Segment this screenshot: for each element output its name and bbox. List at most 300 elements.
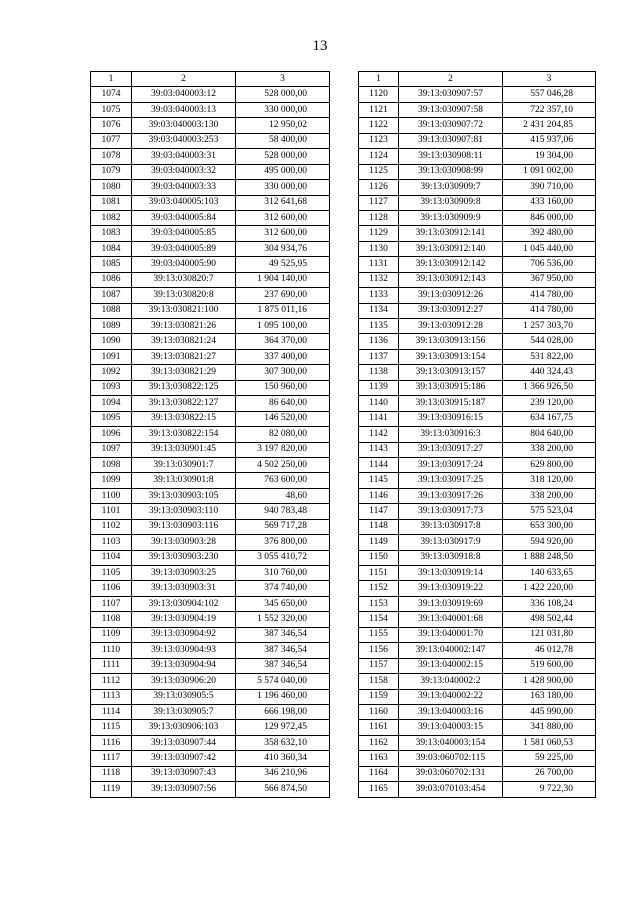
table-row — [91, 272, 330, 287]
row-number: 1152 — [359, 581, 399, 596]
table-row — [91, 118, 330, 133]
cadastral-number: 39:13:030917:8 — [399, 519, 503, 534]
row-number: 1146 — [359, 488, 399, 503]
cadastral-value: 307 300,00 — [236, 365, 330, 380]
row-number: 1093 — [91, 380, 132, 395]
row-number: 1113 — [91, 689, 132, 704]
cadastral-number: 39:13:030915:186 — [399, 380, 503, 395]
cadastral-number: 39:13:030917:9 — [399, 535, 503, 550]
cadastral-number: 39:13:030820:7 — [132, 272, 236, 287]
row-number: 1097 — [91, 442, 132, 457]
cadastral-number: 39:13:030822:154 — [132, 427, 236, 442]
cadastral-value: 341 880,00 — [503, 720, 596, 735]
cadastral-number: 39:03:060702:131 — [399, 766, 503, 781]
table-row — [91, 627, 330, 642]
row-number: 1129 — [359, 226, 399, 241]
cadastral-number: 39:13:030916:3 — [399, 427, 503, 442]
row-number: 1158 — [359, 674, 399, 689]
header-col-number: 1 — [359, 72, 399, 87]
table-row — [359, 180, 596, 195]
table-row — [359, 689, 596, 704]
cadastral-value: 940 783,48 — [236, 504, 330, 519]
table-row — [91, 411, 330, 426]
row-number: 1104 — [91, 550, 132, 565]
cadastral-value: 1 904 140,00 — [236, 272, 330, 287]
cadastral-number: 39:13:040002:15 — [399, 658, 503, 673]
cadastral-value: 387 346,54 — [236, 658, 330, 673]
cadastral-number: 39:13:030915:187 — [399, 396, 503, 411]
cadastral-number: 39:13:030919:69 — [399, 596, 503, 611]
cadastral-number: 39:03:040003:253 — [132, 133, 236, 148]
row-number: 1115 — [91, 720, 132, 735]
cadastral-number: 39:03:040003:32 — [132, 164, 236, 179]
table-row — [91, 102, 330, 117]
cadastral-value: 364 370,00 — [236, 334, 330, 349]
cadastral-value: 346 210,96 — [236, 766, 330, 781]
page-number: 13 — [312, 38, 328, 54]
cadastral-number: 39:13:030904:102 — [132, 596, 236, 611]
cadastral-number: 39:13:040001:70 — [399, 627, 503, 642]
row-number: 1085 — [91, 257, 132, 272]
cadastral-value: 337 400,00 — [236, 349, 330, 364]
cadastral-value: 59 225,00 — [503, 751, 596, 766]
row-number: 1116 — [91, 735, 132, 750]
row-number: 1142 — [359, 427, 399, 442]
row-number: 1095 — [91, 411, 132, 426]
table-row — [359, 488, 596, 503]
cadastral-value: 163 180,00 — [503, 689, 596, 704]
cadastral-value: 594 920,00 — [503, 535, 596, 550]
cadastral-value: 46 012,78 — [503, 643, 596, 658]
table-row — [91, 519, 330, 534]
table-row — [91, 782, 330, 797]
cadastral-number: 39:03:040003:130 — [132, 118, 236, 133]
row-number: 1082 — [91, 210, 132, 225]
cadastral-value: 376 800,00 — [236, 535, 330, 550]
cadastral-number: 39:03:040003:33 — [132, 180, 236, 195]
cadastral-number: 39:13:030906:103 — [132, 720, 236, 735]
cadastral-number: 39:13:040002:2 — [399, 674, 503, 689]
right-registry-table — [358, 71, 596, 798]
cadastral-number: 39:03:040005:85 — [132, 226, 236, 241]
row-number: 1094 — [91, 396, 132, 411]
cadastral-number: 39:13:030916:15 — [399, 411, 503, 426]
row-number: 1154 — [359, 612, 399, 627]
cadastral-value: 49 525,95 — [236, 257, 330, 272]
row-number: 1135 — [359, 319, 399, 334]
table-row — [359, 581, 596, 596]
row-number: 1074 — [91, 87, 132, 102]
table-row — [91, 349, 330, 364]
cadastral-value: 531 822,00 — [503, 349, 596, 364]
row-number: 1147 — [359, 504, 399, 519]
row-number: 1163 — [359, 751, 399, 766]
table-row — [359, 257, 596, 272]
cadastral-value: 392 480,00 — [503, 226, 596, 241]
row-number: 1155 — [359, 627, 399, 642]
table-row — [91, 133, 330, 148]
cadastral-number: 39:03:040003:12 — [132, 87, 236, 102]
cadastral-number: 39:03:040003:31 — [132, 149, 236, 164]
row-number: 1081 — [91, 195, 132, 210]
row-number: 1160 — [359, 704, 399, 719]
row-number: 1136 — [359, 334, 399, 349]
cadastral-value: 86 640,00 — [236, 396, 330, 411]
table-row — [91, 334, 330, 349]
table-row — [91, 149, 330, 164]
cadastral-value: 414 780,00 — [503, 303, 596, 318]
row-number: 1121 — [359, 102, 399, 117]
cadastral-value: 414 780,00 — [503, 288, 596, 303]
row-number: 1131 — [359, 257, 399, 272]
cadastral-number: 39:03:040005:103 — [132, 195, 236, 210]
cadastral-number: 39:03:040005:89 — [132, 241, 236, 256]
cadastral-value: 19 304,00 — [503, 149, 596, 164]
row-number: 1110 — [91, 643, 132, 658]
table-row — [91, 473, 330, 488]
table-row — [359, 334, 596, 349]
table-row — [359, 519, 596, 534]
cadastral-number: 39:13:030906:20 — [132, 674, 236, 689]
table-row — [91, 164, 330, 179]
cadastral-value: 129 972,45 — [236, 720, 330, 735]
cadastral-number: 39:13:030820:8 — [132, 288, 236, 303]
cadastral-value: 146 520,00 — [236, 411, 330, 426]
cadastral-number: 39:13:030903:230 — [132, 550, 236, 565]
cadastral-number: 39:13:030903:110 — [132, 504, 236, 519]
table-row — [359, 782, 596, 797]
table-row — [91, 720, 330, 735]
cadastral-value: 804 640,00 — [503, 427, 596, 442]
cadastral-number: 39:13:030912:141 — [399, 226, 503, 241]
table-row — [359, 473, 596, 488]
table-row — [359, 627, 596, 642]
table-row — [359, 658, 596, 673]
cadastral-value: 239 120,00 — [503, 396, 596, 411]
cadastral-value: 666 198,00 — [236, 704, 330, 719]
cadastral-number: 39:13:030821:29 — [132, 365, 236, 380]
table-row — [91, 303, 330, 318]
table-row — [359, 457, 596, 472]
table-row — [359, 272, 596, 287]
cadastral-value: 374 740,00 — [236, 581, 330, 596]
cadastral-number: 39:13:040003:15 — [399, 720, 503, 735]
cadastral-value: 345 650,00 — [236, 596, 330, 611]
row-number: 1076 — [91, 118, 132, 133]
table-row — [359, 427, 596, 442]
row-number: 1140 — [359, 396, 399, 411]
row-number: 1103 — [91, 535, 132, 550]
cadastral-value: 557 046,28 — [503, 87, 596, 102]
table-row — [359, 319, 596, 334]
header-col-cadastral: 2 — [399, 72, 503, 87]
row-number: 1151 — [359, 566, 399, 581]
cadastral-number: 39:13:030907:42 — [132, 751, 236, 766]
row-number: 1144 — [359, 457, 399, 472]
table-row — [91, 658, 330, 673]
row-number: 1083 — [91, 226, 132, 241]
cadastral-value: 445 990,00 — [503, 704, 596, 719]
cadastral-number: 39:13:030912:140 — [399, 241, 503, 256]
cadastral-number: 39:13:030821:26 — [132, 319, 236, 334]
cadastral-value: 12 950,02 — [236, 118, 330, 133]
cadastral-value: 410 360,34 — [236, 751, 330, 766]
row-number: 1078 — [91, 149, 132, 164]
table-row — [359, 149, 596, 164]
cadastral-number: 39:13:040002:22 — [399, 689, 503, 704]
row-number: 1098 — [91, 457, 132, 472]
table-row — [91, 195, 330, 210]
cadastral-number: 39:13:040003:16 — [399, 704, 503, 719]
cadastral-value: 498 502,44 — [503, 612, 596, 627]
row-number: 1143 — [359, 442, 399, 457]
table-row — [91, 581, 330, 596]
table-row — [91, 288, 330, 303]
header-row — [359, 72, 596, 87]
cadastral-number: 39:13:030912:27 — [399, 303, 503, 318]
cadastral-value: 4 502 250,00 — [236, 457, 330, 472]
table-row — [91, 504, 330, 519]
row-number: 1157 — [359, 658, 399, 673]
row-number: 1120 — [359, 87, 399, 102]
cadastral-number: 39:13:040001:68 — [399, 612, 503, 627]
table-row — [359, 566, 596, 581]
row-number: 1117 — [91, 751, 132, 766]
cadastral-value: 150 960,00 — [236, 380, 330, 395]
cadastral-number: 39:13:030821:27 — [132, 349, 236, 364]
table-row — [91, 319, 330, 334]
cadastral-number: 39:13:040003:154 — [399, 735, 503, 750]
cadastral-number: 39:13:030907:72 — [399, 118, 503, 133]
table-row — [359, 303, 596, 318]
cadastral-value: 1 091 002,00 — [503, 164, 596, 179]
header-col-value: 3 — [236, 72, 330, 87]
cadastral-value: 634 167,75 — [503, 411, 596, 426]
cadastral-number: 39:03:060702:115 — [399, 751, 503, 766]
cadastral-number: 39:13:030917:27 — [399, 442, 503, 457]
table-row — [359, 704, 596, 719]
cadastral-value: 26 700,00 — [503, 766, 596, 781]
cadastral-value: 1 888 248,50 — [503, 550, 596, 565]
header-col-number: 1 — [91, 72, 132, 87]
cadastral-value: 121 031,80 — [503, 627, 596, 642]
row-number: 1108 — [91, 612, 132, 627]
cadastral-number: 39:03:040005:84 — [132, 210, 236, 225]
cadastral-value: 722 357,10 — [503, 102, 596, 117]
table-row — [91, 689, 330, 704]
row-number: 1109 — [91, 627, 132, 642]
row-number: 1075 — [91, 102, 132, 117]
cadastral-value: 1 095 100,00 — [236, 319, 330, 334]
row-number: 1161 — [359, 720, 399, 735]
row-number: 1088 — [91, 303, 132, 318]
cadastral-value: 569 717,28 — [236, 519, 330, 534]
cadastral-number: 39:13:030907:56 — [132, 782, 236, 797]
table-row — [91, 210, 330, 225]
row-number: 1096 — [91, 427, 132, 442]
table-row — [91, 365, 330, 380]
cadastral-value: 312 641,68 — [236, 195, 330, 210]
cadastral-number: 39:13:030917:26 — [399, 488, 503, 503]
row-number: 1138 — [359, 365, 399, 380]
cadastral-number: 39:13:030821:24 — [132, 334, 236, 349]
table-row — [91, 735, 330, 750]
cadastral-number: 39:13:030912:143 — [399, 272, 503, 287]
cadastral-value: 440 324,43 — [503, 365, 596, 380]
table-row — [359, 751, 596, 766]
cadastral-value: 387 346,54 — [236, 627, 330, 642]
cadastral-value: 1 257 303,70 — [503, 319, 596, 334]
cadastral-number: 39:13:030905:5 — [132, 689, 236, 704]
table-row — [91, 87, 330, 102]
table-row — [359, 349, 596, 364]
cadastral-value: 763 600,00 — [236, 473, 330, 488]
table-row — [91, 596, 330, 611]
cadastral-number: 39:13:030822:15 — [132, 411, 236, 426]
row-number: 1101 — [91, 504, 132, 519]
cadastral-number: 39:13:030903:31 — [132, 581, 236, 596]
table-row — [359, 102, 596, 117]
cadastral-value: 9 722,30 — [503, 782, 596, 797]
cadastral-number: 39:13:040002:147 — [399, 643, 503, 658]
table-row — [359, 720, 596, 735]
row-number: 1149 — [359, 535, 399, 550]
cadastral-value: 312 600,00 — [236, 226, 330, 241]
row-number: 1126 — [359, 180, 399, 195]
row-number: 1122 — [359, 118, 399, 133]
cadastral-number: 39:13:030901:8 — [132, 473, 236, 488]
table-row — [359, 674, 596, 689]
cadastral-number: 39:13:030917:73 — [399, 504, 503, 519]
cadastral-number: 39:13:030903:105 — [132, 488, 236, 503]
table-row — [359, 210, 596, 225]
cadastral-value: 318 120,00 — [503, 473, 596, 488]
table-row — [359, 87, 596, 102]
table-row — [91, 550, 330, 565]
cadastral-number: 39:13:030904:92 — [132, 627, 236, 642]
cadastral-number: 39:03:070103:454 — [399, 782, 503, 797]
cadastral-number: 39:13:030909:8 — [399, 195, 503, 210]
cadastral-number: 39:13:030903:25 — [132, 566, 236, 581]
table-row — [91, 442, 330, 457]
cadastral-value: 1 422 220,00 — [503, 581, 596, 596]
cadastral-number: 39:13:030918:8 — [399, 550, 503, 565]
table-row — [359, 766, 596, 781]
row-number: 1148 — [359, 519, 399, 534]
table-row — [91, 643, 330, 658]
row-number: 1132 — [359, 272, 399, 287]
row-number: 1159 — [359, 689, 399, 704]
row-number: 1077 — [91, 133, 132, 148]
row-number: 1118 — [91, 766, 132, 781]
row-number: 1119 — [91, 782, 132, 797]
row-number: 1114 — [91, 704, 132, 719]
cadastral-number: 39:13:030822:125 — [132, 380, 236, 395]
table-row — [91, 226, 330, 241]
cadastral-number: 39:13:030901:45 — [132, 442, 236, 457]
table-row — [91, 535, 330, 550]
cadastral-number: 39:03:040005:90 — [132, 257, 236, 272]
table-row — [91, 612, 330, 627]
cadastral-number: 39:13:030907:57 — [399, 87, 503, 102]
row-number: 1125 — [359, 164, 399, 179]
cadastral-number: 39:13:030904:94 — [132, 658, 236, 673]
cadastral-number: 39:13:030907:81 — [399, 133, 503, 148]
row-number: 1089 — [91, 319, 132, 334]
cadastral-value: 1 196 460,00 — [236, 689, 330, 704]
row-number: 1123 — [359, 133, 399, 148]
cadastral-value: 338 200,00 — [503, 442, 596, 457]
table-row — [91, 566, 330, 581]
cadastral-value: 82 080,00 — [236, 427, 330, 442]
cadastral-value: 653 300,00 — [503, 519, 596, 534]
row-number: 1164 — [359, 766, 399, 781]
row-number: 1084 — [91, 241, 132, 256]
table-row — [91, 180, 330, 195]
cadastral-value: 48,60 — [236, 488, 330, 503]
cadastral-number: 39:13:030907:44 — [132, 735, 236, 750]
cadastral-number: 39:13:030917:24 — [399, 457, 503, 472]
cadastral-number: 39:13:030905:7 — [132, 704, 236, 719]
cadastral-number: 39:13:030908:11 — [399, 149, 503, 164]
row-number: 1139 — [359, 380, 399, 395]
row-number: 1145 — [359, 473, 399, 488]
cadastral-number: 39:13:030907:43 — [132, 766, 236, 781]
row-number: 1137 — [359, 349, 399, 364]
table-row — [91, 380, 330, 395]
table-row — [91, 241, 330, 256]
cadastral-value: 1 045 440,00 — [503, 241, 596, 256]
cadastral-value: 544 028,00 — [503, 334, 596, 349]
row-number: 1112 — [91, 674, 132, 689]
row-number: 1086 — [91, 272, 132, 287]
cadastral-value: 237 690,00 — [236, 288, 330, 303]
cadastral-number: 39:13:030917:25 — [399, 473, 503, 488]
row-number: 1165 — [359, 782, 399, 797]
row-number: 1141 — [359, 411, 399, 426]
cadastral-number: 39:13:030904:19 — [132, 612, 236, 627]
cadastral-value: 330 000,00 — [236, 102, 330, 117]
cadastral-number: 39:13:030913:156 — [399, 334, 503, 349]
row-number: 1105 — [91, 566, 132, 581]
cadastral-number: 39:13:030821:100 — [132, 303, 236, 318]
header-col-cadastral: 2 — [132, 72, 236, 87]
cadastral-number: 39:13:030913:154 — [399, 349, 503, 364]
left-registry-table — [90, 71, 330, 798]
table-row — [359, 226, 596, 241]
cadastral-value: 495 000,00 — [236, 164, 330, 179]
row-number: 1124 — [359, 149, 399, 164]
table-row — [91, 704, 330, 719]
table-row — [91, 396, 330, 411]
row-number: 1087 — [91, 288, 132, 303]
table-row — [91, 257, 330, 272]
cadastral-value: 2 431 204,85 — [503, 118, 596, 133]
row-number: 1091 — [91, 349, 132, 364]
table-row — [359, 380, 596, 395]
cadastral-number: 39:13:030822:127 — [132, 396, 236, 411]
table-row — [359, 612, 596, 627]
table-row — [359, 118, 596, 133]
table-row — [359, 195, 596, 210]
table-row — [91, 766, 330, 781]
cadastral-value: 390 710,00 — [503, 180, 596, 195]
table-row — [359, 643, 596, 658]
table-row — [359, 550, 596, 565]
cadastral-number: 39:13:030919:14 — [399, 566, 503, 581]
cadastral-number: 39:03:040003:13 — [132, 102, 236, 117]
cadastral-value: 140 633,65 — [503, 566, 596, 581]
